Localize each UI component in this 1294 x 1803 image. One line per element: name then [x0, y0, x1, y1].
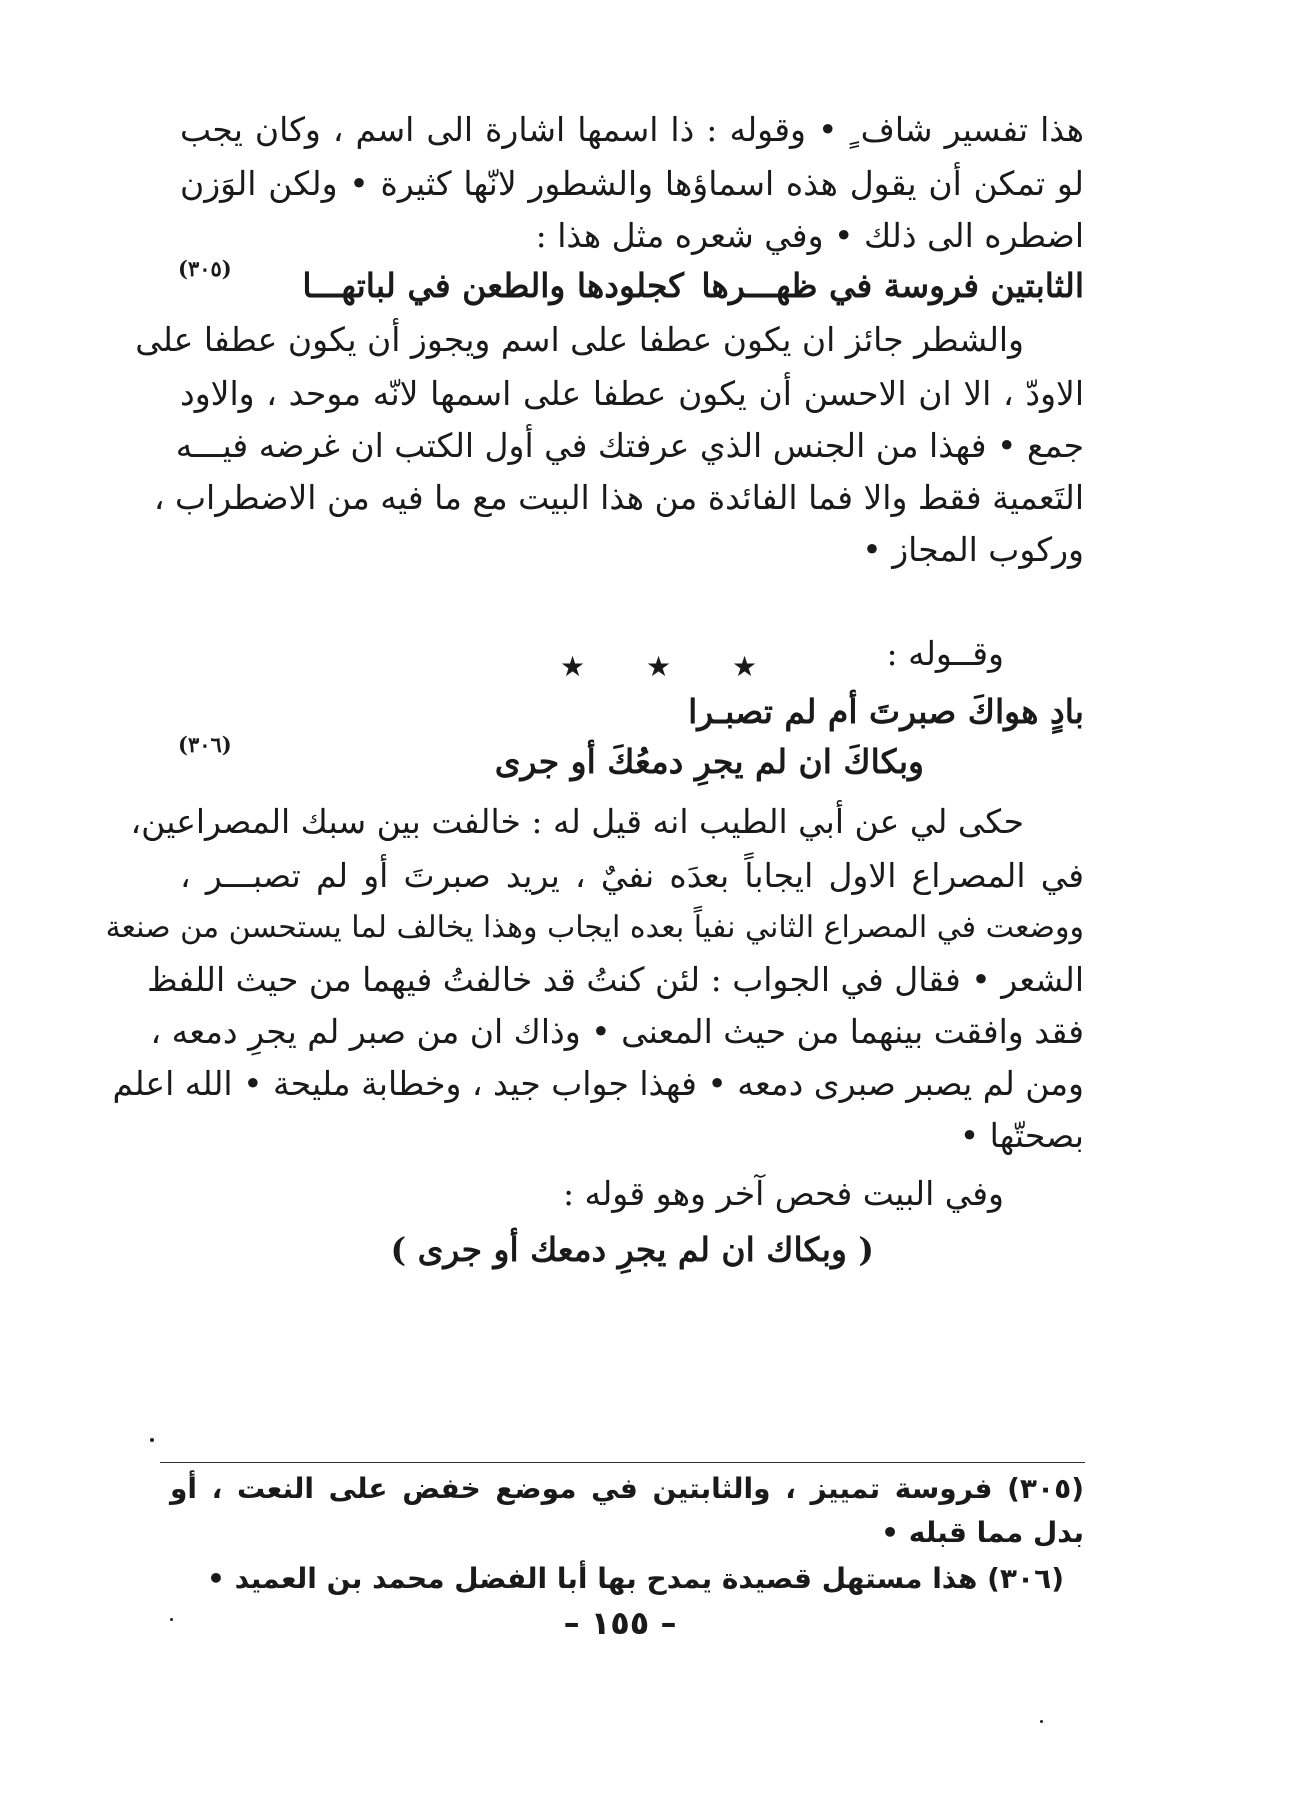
text-line: لو تمكن أن يقول هذه اسماؤها والشطور لانّها كثيرة • ولكن الوَزن	[180, 164, 1084, 203]
footnote-305: (٣٠٥) فروسة تمييز ، والثابتين في موضع خفض على النعت ، أو	[170, 1472, 1084, 1505]
footnote-ref: (٣٠٦)	[178, 732, 232, 757]
scan-speck	[1040, 1720, 1043, 1723]
verse-hemistich-first: بادٍ هواكَ صبرتَ أم لم تصبـرا	[688, 692, 1084, 731]
text-line: الاودّ ، الا ان الاحسن أن يكون عطفا على اسمها لانّه موحد ، والاود	[180, 374, 1084, 413]
text-line: بصحتّها •	[959, 1116, 1084, 1155]
footnote-306: (٣٠٦) هذا مستهل قصيدة يمدح بها أبا الفضل محمد بن العميد •	[206, 1562, 1064, 1595]
footnote-ref: (٣٠٥)	[178, 256, 232, 281]
footnote-305-continued: بدل مما قبله •	[881, 1516, 1084, 1549]
section-divider-stars: ★ ★ ★	[560, 650, 784, 683]
text-line: وفي البيت فحص آخر وهو قوله :	[562, 1174, 1004, 1213]
text-line: والشطر جائز ان يكون عطفا على اسم ويجوز أن يكون عطفا على	[135, 320, 1024, 359]
text-line: التَعمية فقط والا فما الفائدة من هذا البيت مع ما فيه من الاضطراب ،	[153, 478, 1084, 517]
footnote-separator	[160, 1462, 1085, 1463]
page-number: – ١٥٥ –	[563, 1604, 677, 1642]
text-line: ومن لم يصبر صبرى دمعه • فهذا جواب جيد ، وخطابة مليحة • الله اعلم	[112, 1064, 1084, 1103]
text-line: جمع • فهذا من الجنس الذي عرفتك في أول الكتب ان غرضه فيـــه	[175, 426, 1084, 465]
text-line: في المصراع الاول ايجاباً بعدَه نفيٌ ، يريد صبرتَ أو لم تصبـــر ،	[180, 856, 1084, 895]
verse-hemistich-first: الثابتين فروسة في ظهـــرها	[701, 266, 1084, 305]
text-line: هذا تفسير شاف ٍ • وقوله : ذا اسمها اشارة الى اسم ، وكان يجب	[180, 110, 1084, 149]
scan-speck	[150, 1438, 154, 1442]
text-line: حكى لي عن أبي الطيب انه قيل له : خالفت بين سبك المصراعين،	[130, 802, 1024, 841]
verse-hemistich-second: وبكاكَ ان لم يجرِ دمعُكَ أو جرى	[494, 742, 924, 781]
text-line: فقد وافقت بينهما من حيث المعنى • وذاك ان من صبر لم يجرِ دمعه ،	[150, 1012, 1084, 1051]
section-heading: وقــوله :	[886, 634, 1004, 673]
text-line: الشعر • فقال في الجواب : لئن كنتُ قد خالفتُ فيهما من حيث اللفظ	[146, 960, 1084, 999]
text-line: ووضعت في المصراع الثاني نفياً بعده ايجاب وهذا يخالف لما يستحسن من صنعة	[105, 910, 1084, 945]
text-line: وركوب المجاز •	[862, 530, 1084, 569]
quoted-verse: ( وبكاك ان لم يجرِ دمعك أو جرى )	[390, 1230, 874, 1269]
verse-hemistich-second: كجلودها والطعن في لباتهـــا	[302, 266, 684, 305]
scan-speck	[170, 1618, 173, 1621]
text-line: اضطره الى ذلك • وفي شعره مثل هذا :	[535, 216, 1084, 255]
